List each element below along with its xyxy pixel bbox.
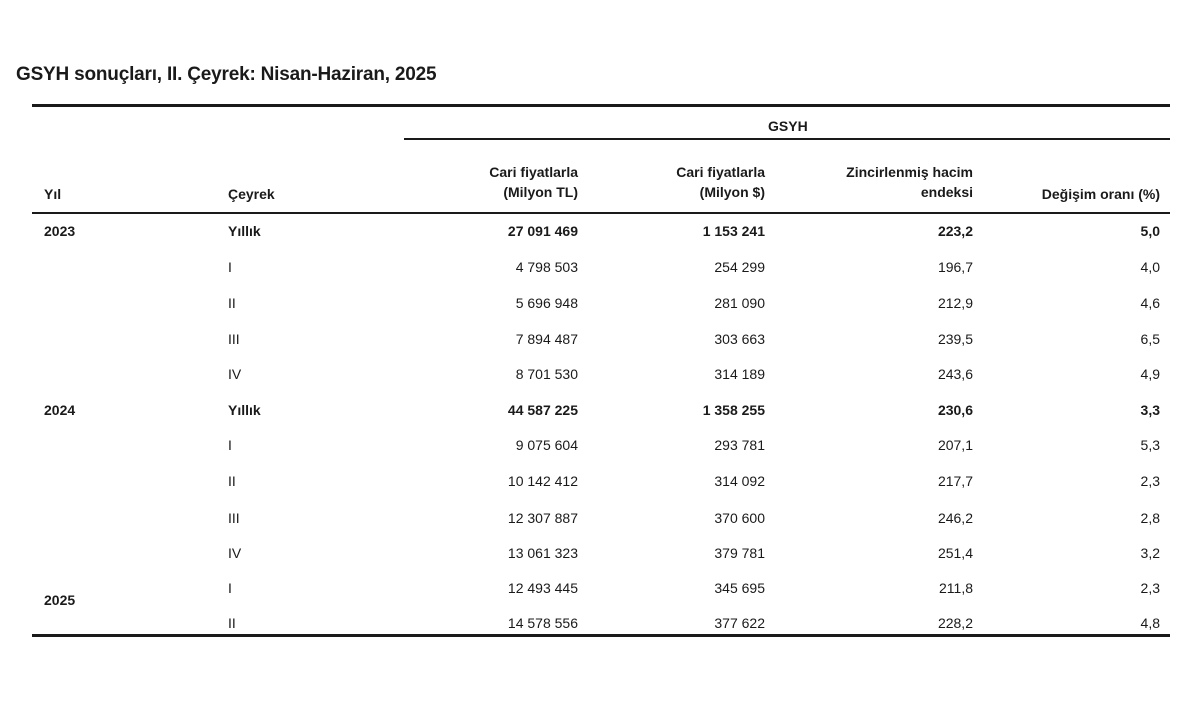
cell-usd: 303 663 [714, 331, 765, 347]
cell-quarter: I [228, 580, 232, 596]
cell-index: 228,2 [937, 615, 973, 631]
header-quarter: Çeyrek [228, 186, 275, 202]
cell-tl: 12 493 445 [507, 580, 578, 596]
cell-quarter: I [228, 437, 232, 453]
cell-year: 2024 [44, 402, 76, 418]
year-label-2025: 2025 [44, 592, 76, 608]
cell-tl: 7 894 487 [515, 331, 578, 347]
header-year: Yıl [44, 186, 62, 202]
header-tl-line2: (Milyon TL) [503, 184, 578, 200]
cell-quarter: II [228, 473, 236, 489]
header-usd-line1: Cari fiyatlarla [676, 164, 765, 180]
cell-usd: 370 600 [714, 510, 765, 526]
cell-index: 207,1 [937, 437, 973, 453]
cell-index: 243,6 [937, 366, 973, 382]
cell-tl: 14 578 556 [507, 615, 578, 631]
header-index-line1: Zincirlenmiş hacim [846, 164, 973, 180]
cell-tl: 13 061 323 [507, 545, 578, 561]
cell-tl: 44 587 225 [507, 402, 578, 418]
group-header-rule [404, 138, 1170, 140]
cell-index: 223,2 [937, 223, 973, 239]
cell-quarter: II [228, 615, 236, 631]
cell-usd: 1 153 241 [702, 223, 765, 239]
cell-tl: 10 142 412 [507, 473, 578, 489]
cell-change: 5,0 [1140, 223, 1160, 239]
cell-tl: 5 696 948 [515, 295, 578, 311]
cell-quarter: IV [228, 366, 242, 382]
cell-change: 2,3 [1140, 580, 1160, 596]
cell-quarter: Yıllık [228, 223, 261, 239]
cell-quarter: III [228, 331, 240, 347]
cell-change: 6,5 [1140, 331, 1160, 347]
cell-quarter: Yıllık [228, 402, 261, 418]
cell-usd: 293 781 [714, 437, 765, 453]
cell-usd: 377 622 [714, 615, 765, 631]
table-top-rule [32, 104, 1170, 107]
cell-index: 246,2 [937, 510, 973, 526]
cell-index: 212,9 [937, 295, 973, 311]
cell-index: 230,6 [937, 402, 973, 418]
cell-index: 217,7 [937, 473, 973, 489]
cell-tl: 8 701 530 [515, 366, 578, 382]
cell-change: 4,8 [1140, 615, 1160, 631]
cell-change: 3,2 [1140, 545, 1160, 561]
cell-usd: 345 695 [714, 580, 765, 596]
cell-tl: 12 307 887 [507, 510, 578, 526]
page-title: GSYH sonuçları, II. Çeyrek: Nisan-Haziran, 2025 [16, 64, 437, 85]
cell-index: 239,5 [937, 331, 973, 347]
group-header-gsyh: GSYH [768, 118, 808, 134]
cell-change: 5,3 [1140, 437, 1160, 453]
cell-usd: 314 092 [714, 473, 765, 489]
cell-index: 251,4 [937, 545, 973, 561]
cell-change: 2,3 [1140, 473, 1160, 489]
cell-index: 196,7 [937, 259, 973, 275]
header-index-line2: endeksi [920, 184, 973, 200]
cell-usd: 281 090 [714, 295, 765, 311]
cell-quarter: I [228, 259, 232, 275]
cell-change: 4,6 [1140, 295, 1160, 311]
header-tl-line1: Cari fiyatlarla [489, 164, 578, 180]
cell-quarter: III [228, 510, 240, 526]
cell-tl: 9 075 604 [515, 437, 578, 453]
cell-index: 211,8 [939, 580, 973, 596]
cell-usd: 1 358 255 [702, 402, 765, 418]
cell-quarter: II [228, 295, 236, 311]
cell-usd: 254 299 [714, 259, 765, 275]
cell-year: 2023 [44, 223, 76, 239]
cell-change: 3,3 [1140, 402, 1160, 418]
cell-change: 4,0 [1140, 259, 1160, 275]
cell-tl: 4 798 503 [515, 259, 578, 275]
cell-quarter: IV [228, 545, 242, 561]
table-bottom-rule [32, 634, 1170, 637]
table-header-rule [32, 212, 1170, 214]
header-change-rate: Değişim oranı (%) [1041, 186, 1160, 202]
cell-change: 4,9 [1140, 366, 1160, 382]
cell-tl: 27 091 469 [507, 223, 578, 239]
cell-usd: 314 189 [714, 366, 765, 382]
cell-usd: 379 781 [714, 545, 765, 561]
cell-change: 2,8 [1140, 510, 1160, 526]
header-usd-line2: (Milyon $) [699, 184, 765, 200]
